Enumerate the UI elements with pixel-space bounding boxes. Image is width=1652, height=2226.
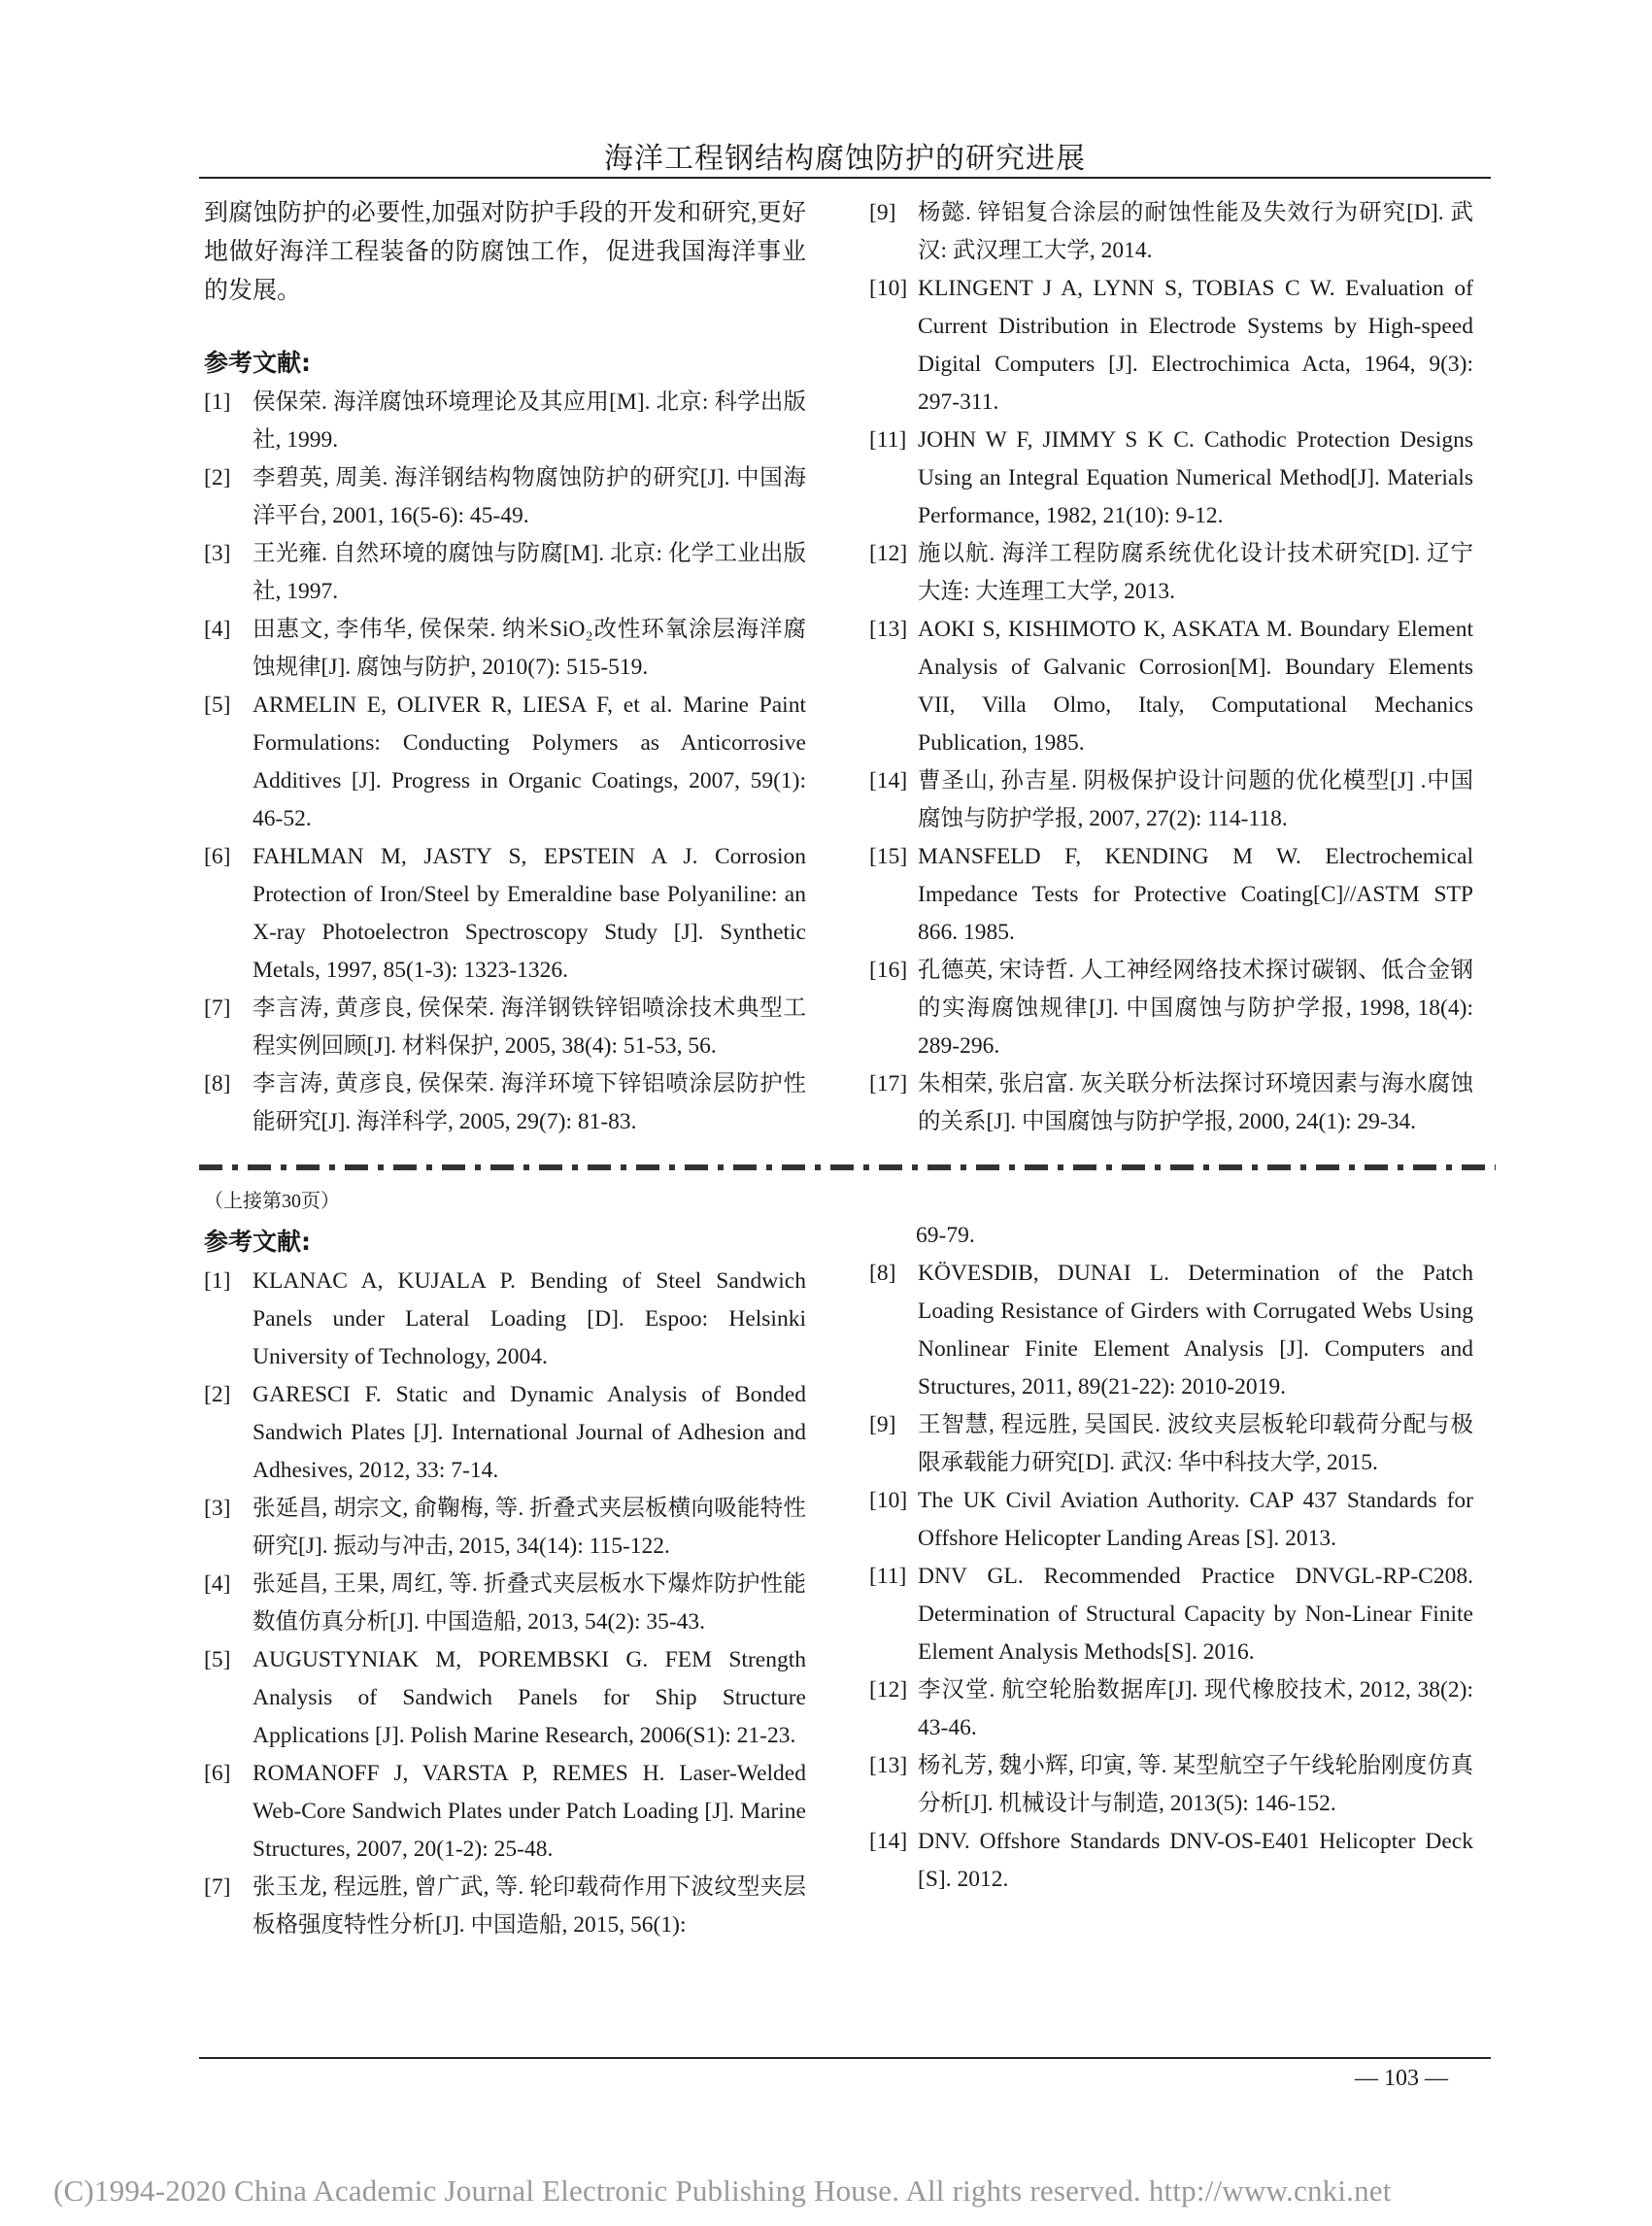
ref-list xyxy=(869,1255,1473,1899)
reference-number: [1] xyxy=(204,389,231,415)
reference-text: 孔德英, 宋诗哲. 人工神经网络技术探讨碳钢、低合金钢的实海腐蚀规律[J]. 中国腐蚀与防护学报, 1998, 18(4): 289-296. xyxy=(918,958,1473,1059)
page-number: — 103 — xyxy=(1355,2066,1448,2091)
references-title: 参考文献: xyxy=(204,1228,311,1256)
reference-text: 李碧英, 周美. 海洋钢结构物腐蚀防护的研究[J]. 中国海洋平台, 2001, 16(5-6): 45-49. xyxy=(253,465,806,528)
reference-item xyxy=(869,1065,1473,1141)
reference-text: 李言涛, 黄彦良, 侯保荣. 海洋环境下锌铝喷涂层防护性能研究[J]. 海洋科学, 2005, 29(7): 81-83. xyxy=(253,1071,806,1134)
reference-number: [12] xyxy=(869,541,908,566)
reference-text: 田惠文, 李伟华, 侯保荣. 纳米SiO₂改性环氧涂层海洋腐蚀规律[J]. 腐蚀与防护, 2010(7): 515-519. xyxy=(253,617,806,680)
reference-number: [13] xyxy=(869,1753,908,1778)
reference-item xyxy=(204,1065,806,1141)
reference-item xyxy=(869,762,1473,838)
reference-item xyxy=(204,990,806,1065)
header-rule xyxy=(199,177,1491,179)
reference-text: 曹圣山, 孙吉星. 阴极保护设计问题的优化模型[J] .中国腐蚀与防护学报, 2007, 27(2): 114-118. xyxy=(918,768,1473,831)
reference-text: The UK Civil Aviation Authority. CAP 437 Standards for Offshore Helicopter Landing Areas [S]. 2013. xyxy=(918,1488,1473,1551)
reference-item xyxy=(869,1406,1473,1482)
reference-item xyxy=(869,1482,1473,1558)
top-left-column xyxy=(204,194,806,1141)
reference-item xyxy=(204,1376,806,1490)
reference-number: [17] xyxy=(869,1071,908,1096)
reference-number: [9] xyxy=(869,200,896,225)
reference-item xyxy=(869,535,1473,611)
top-right-column xyxy=(869,194,1473,1141)
reference-text: 侯保荣. 海洋腐蚀环境理论及其应用[M]. 北京: 科学出版社, 1999. xyxy=(253,389,806,453)
reference-number: [5] xyxy=(204,692,231,718)
bottom-left-column xyxy=(204,1183,806,1944)
reference-item xyxy=(204,838,806,990)
ref-list xyxy=(204,1263,806,1944)
reference-text: KÖVESDIB, DUNAI L. Determination of the Patch Loading Resistance of Girders with Corrugated Webs Using Nonlinear Finite Element Analysis [J]. Computers and Structures, 2011, 89(21-22): 2010-2019. xyxy=(918,1261,1473,1400)
reference-text: ROMANOFF J, VARSTA P, REMES H. Laser-Welded Web-Core Sandwich Plates under Patch Loading [J]. Marine Structures, 2007, 20(1-2): 25-48. xyxy=(253,1761,806,1862)
reference-number: [3] xyxy=(204,541,231,566)
reference-number: [11] xyxy=(869,427,907,453)
copyright-footer: (C)1994-2020 China Academic Journal Electronic Publishing House. All rights reserved. http://www.cnki.net xyxy=(53,2174,1392,2208)
running-header: 海洋工程钢结构腐蚀防护的研究进展 xyxy=(604,143,1086,175)
reference-text: 李言涛, 黄彦良, 侯保荣. 海洋钢铁锌铝喷涂技术典型工程实例回顾[J]. 材料保护, 2005, 38(4): 51-53, 56. xyxy=(253,995,806,1059)
reference-number: [14] xyxy=(869,1829,908,1854)
reference-text: GARESCI F. Static and Dynamic Analysis of Bonded Sandwich Plates [J]. International Journal of Adhesion and Adhesives, 2012, 33: 7-14. xyxy=(253,1382,806,1483)
reference-text: 李汉堂. 航空轮胎数据库[J]. 现代橡胶技术, 2012, 38(2): 43-46. xyxy=(918,1677,1473,1740)
reference-item xyxy=(204,1641,806,1755)
reference-item xyxy=(869,1671,1473,1747)
reference-number: [15] xyxy=(869,844,908,869)
reference-item xyxy=(204,1869,806,1944)
footer-rule xyxy=(199,2057,1491,2059)
reference-number: [13] xyxy=(869,617,908,642)
reference-number: [9] xyxy=(869,1412,896,1437)
reference-number: [2] xyxy=(204,465,231,490)
reference-item xyxy=(869,952,1473,1065)
reference-item xyxy=(204,1755,806,1869)
continued-note: （上接第30页） xyxy=(204,1191,340,1212)
reference-item xyxy=(869,194,1473,270)
reference-text: 张玉龙, 程远胜, 曾广武, 等. 轮印载荷作用下波纹型夹层板格强度特性分析[J]. 中国造船, 2015, 56(1): xyxy=(253,1874,806,1938)
reference-item xyxy=(204,611,806,687)
reference-number: [2] xyxy=(204,1382,231,1407)
intro-paragraph: 到腐蚀防护的必要性,加强对防护手段的开发和研究,更好地做好海洋工程装备的防腐蚀工作，促进我国海洋事业的发展。 xyxy=(204,200,806,304)
reference-number: [7] xyxy=(204,1874,231,1900)
ref-list xyxy=(869,194,1473,1141)
reference-text: KLINGENT J A, LYNN S, TOBIAS C W. Evaluation of Current Distribution in Electrode Systems by High-speed Digital Computers [J]. Electrochimica Acta, 1964, 9(3): 297-311. xyxy=(918,276,1473,415)
reference-text: DNV GL. Recommended Practice DNVGL-RP-C208. Determination of Structural Capacity by Non-Linear Finite Element Analysis Methods[S]. 2016. xyxy=(918,1564,1473,1665)
reference-number: [5] xyxy=(204,1647,231,1672)
reference-text: FAHLMAN M, JASTY S, EPSTEIN A J. Corrosion Protection of Iron/Steel by Emeraldine base Polyaniline: an X-ray Photoelectron Spectroscopy Study [J]. Synthetic Metals, 1997, 85(1-3): 1323-1326. xyxy=(253,844,806,983)
reference-text: 张延昌, 胡宗文, 俞鞠梅, 等. 折叠式夹层板横向吸能特性研究[J]. 振动与冲击, 2015, 34(14): 115-122. xyxy=(253,1496,806,1559)
reference-number: [4] xyxy=(204,1571,231,1597)
reference-item xyxy=(869,1255,1473,1406)
reference-number: [12] xyxy=(869,1677,908,1703)
reference-text: AUGUSTYNIAK M, POREMBSKI G. FEM Strength Analysis of Sandwich Panels for Ship Structure Applications [J]. Polish Marine Research, 2006(S1): 21-23. xyxy=(253,1647,806,1748)
reference-number: [8] xyxy=(204,1071,231,1096)
reference-number: [16] xyxy=(869,958,908,983)
reference-item xyxy=(204,384,806,459)
reference-item xyxy=(869,270,1473,422)
reference-item xyxy=(204,1490,806,1566)
reference-number: [8] xyxy=(869,1261,896,1286)
reference-item xyxy=(204,687,806,838)
reference-item xyxy=(204,535,806,611)
reference-text: 张延昌, 王果, 周红, 等. 折叠式夹层板水下爆炸防护性能数值仿真分析[J]. 中国造船, 2013, 54(2): 35-43. xyxy=(253,1571,806,1635)
reference-number: [14] xyxy=(869,768,908,793)
ref-list xyxy=(204,384,806,1141)
ref-continuation: 69-79. xyxy=(916,1223,975,1248)
reference-text: 杨懿. 锌铝复合涂层的耐蚀性能及失效行为研究[D]. 武汉: 武汉理工大学, 2014. xyxy=(918,200,1473,263)
reference-text: MANSFELD F, KENDING M W. Electrochemical Impedance Tests for Protective Coating[C]//ASTM STP 866. 1985. xyxy=(918,844,1473,945)
reference-text: 王智慧, 程远胜, 吴国民. 波纹夹层板轮印载荷分配与极限承载能力研究[D]. 武汉: 华中科技大学, 2015. xyxy=(918,1412,1473,1475)
reference-text: 王光雍. 自然环境的腐蚀与防腐[M]. 北京: 化学工业出版社, 1997. xyxy=(253,541,806,604)
section-divider xyxy=(199,1164,1496,1170)
reference-item xyxy=(869,1747,1473,1823)
reference-number: [1] xyxy=(204,1268,231,1294)
reference-text: AOKI S, KISHIMOTO K, ASKATA M. Boundary Element Analysis of Galvanic Corrosion[M]. Boundary Elements VII, Villa Olmo, Italy, Computational Mechanics Publication, 1985. xyxy=(918,617,1473,756)
reference-text: JOHN W F, JIMMY S K C. Cathodic Protection Designs Using an Integral Equation Numerical Method[J]. Materials Performance, 1982, 21(10): 9-12. xyxy=(918,427,1473,528)
reference-number: [3] xyxy=(204,1496,231,1521)
bottom-right-column xyxy=(869,1217,1473,1899)
reference-item xyxy=(869,838,1473,952)
reference-number: [10] xyxy=(869,276,908,301)
reference-text: ARMELIN E, OLIVER R, LIESA F, et al. Marine Paint Formulations: Conducting Polymers as Anticorrosive Additives [J]. Progress in Organic Coatings, 2007, 59(1): 46-52. xyxy=(253,692,806,831)
reference-number: [11] xyxy=(869,1564,907,1589)
reference-text: 施以航. 海洋工程防腐系统优化设计技术研究[D]. 辽宁大连: 大连理工大学, 2013. xyxy=(918,541,1473,604)
reference-number: [6] xyxy=(204,844,231,869)
reference-item xyxy=(204,1566,806,1641)
reference-number: [6] xyxy=(204,1761,231,1786)
reference-item xyxy=(869,1558,1473,1671)
reference-text: DNV. Offshore Standards DNV-OS-E401 Helicopter Deck [S]. 2012. xyxy=(918,1829,1473,1892)
reference-item xyxy=(869,1823,1473,1899)
reference-text: 杨礼芳, 魏小辉, 印寅, 等. 某型航空子午线轮胎刚度仿真分析[J]. 机械设计与制造, 2013(5): 146-152. xyxy=(918,1753,1473,1816)
reference-number: [7] xyxy=(204,995,231,1021)
references-title: 参考文献: xyxy=(204,349,311,377)
reference-item xyxy=(204,459,806,535)
reference-text: 朱相荣, 张启富. 灰关联分析法探讨环境因素与海水腐蚀的关系[J]. 中国腐蚀与防护学报, 2000, 24(1): 29-34. xyxy=(918,1071,1473,1134)
reference-item xyxy=(204,1263,806,1376)
reference-text: KLANAC A, KUJALA P. Bending of Steel Sandwich Panels under Lateral Loading [D]. Espoo: Helsinki University of Technology, 2004. xyxy=(253,1268,806,1369)
reference-number: [4] xyxy=(204,617,231,642)
reference-item xyxy=(869,422,1473,535)
reference-number: [10] xyxy=(869,1488,908,1513)
reference-item xyxy=(869,611,1473,762)
